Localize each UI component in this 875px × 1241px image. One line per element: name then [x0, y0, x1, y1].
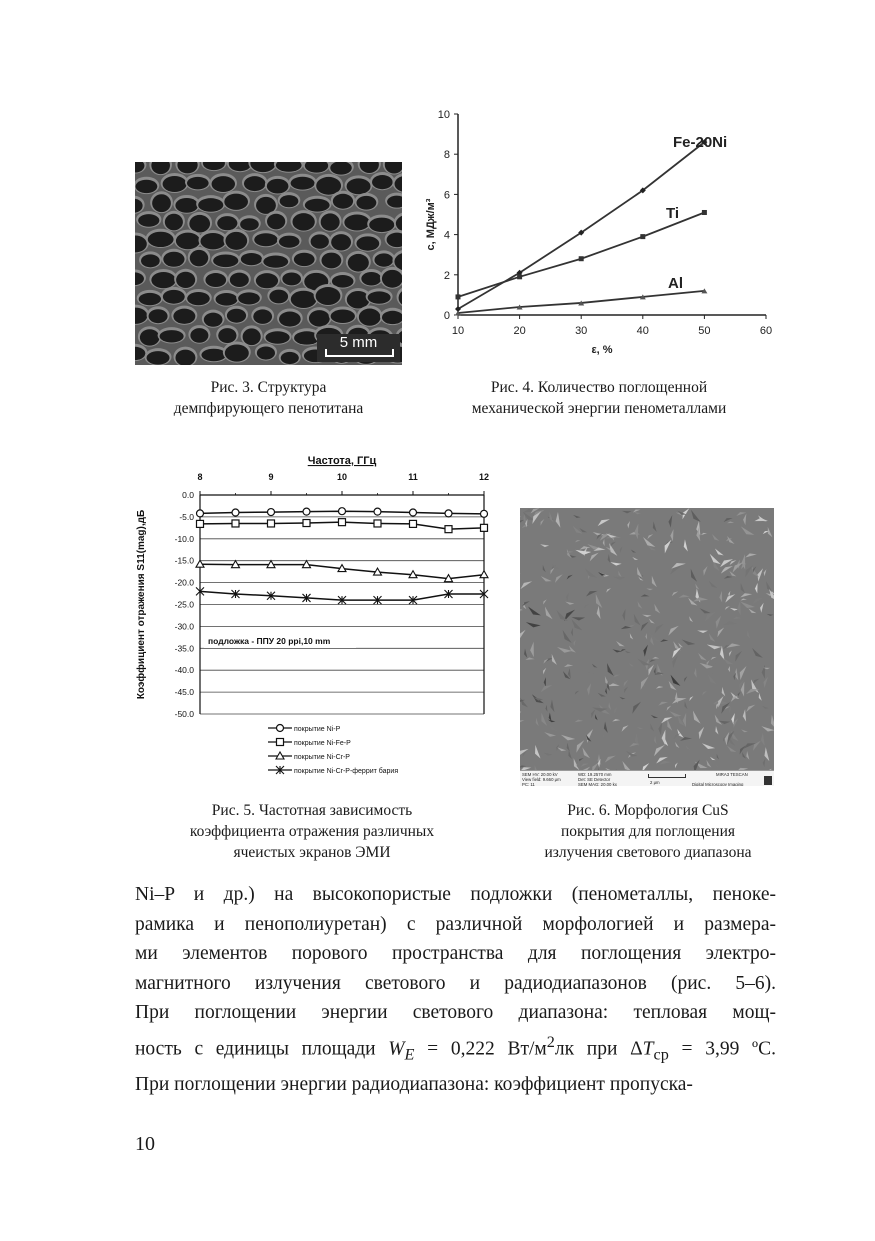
foam-cell-pore [294, 253, 315, 266]
foam-cell-pore [369, 218, 394, 232]
foam-cell-pore [331, 309, 355, 323]
x-axis-label: ε, % [591, 344, 613, 356]
scale-bar-box [317, 334, 400, 362]
foam-cell-pore [190, 328, 208, 343]
body-line-5: При поглощении энергии светового диапазона: тепловая мощ- [135, 1002, 776, 1024]
series-0-point [232, 509, 239, 516]
series-0-point [268, 509, 275, 516]
series-1-point [339, 519, 346, 526]
sem-scale-bar [648, 774, 686, 778]
foam-cell-pore [151, 272, 175, 288]
body-paragraph [135, 880, 776, 1100]
formula-unit-tail: лк при Δ [554, 1038, 643, 1060]
sem-info-bar [520, 770, 774, 786]
body-line-4: магнитного излучения светового и радиодиапазонов (рис. 5–6). [135, 972, 776, 994]
formula-sup: 2 [546, 1032, 555, 1051]
foam-cell-pore [348, 254, 369, 272]
foam-cell-pore [291, 177, 315, 190]
foam-cell-pore [244, 176, 266, 191]
foam-cell-pore [254, 233, 277, 246]
y-tick-label: -50.0 [174, 709, 194, 719]
fig4-energy-chart [418, 100, 788, 370]
foam-cell-pore [309, 310, 330, 326]
fig6-caption-line-3: излучения светового диапазона [544, 844, 752, 861]
y-tick-label: -5.0 [179, 511, 194, 522]
x-tick-label: 30 [575, 325, 588, 337]
y-tick-label: 10 [437, 109, 450, 121]
x-tick-label: 20 [513, 325, 526, 337]
foam-cell-pore [311, 234, 329, 248]
foam-cell-pore [344, 214, 369, 230]
foam-cell-pore [187, 292, 210, 305]
ti-point [640, 234, 645, 239]
legend-label-3: покрытие Ni-Cr-P-феррит бария [294, 768, 399, 775]
foam-cell-pore [279, 236, 300, 248]
body-line-1: Ni–P и др.) на высокопористые подложки (пенометаллы, пенoке- [135, 884, 776, 905]
foam-cell-pore [347, 178, 371, 194]
y-tick-label: 6 [443, 189, 450, 202]
foam-cell-pore [267, 179, 289, 194]
fig4-caption [418, 377, 780, 419]
foam-cell-pore [359, 309, 381, 326]
y-axis-label: c, МДж/м³ [425, 198, 437, 251]
y-tick-label: 2 [443, 269, 450, 282]
foam-cell-pore [269, 290, 288, 304]
fig3-foam-photo [135, 162, 402, 365]
scale-bar-line [325, 355, 394, 357]
foam-cell-pore [372, 175, 393, 189]
y-tick-label: -30.0 [174, 621, 194, 632]
fig6-caption-line-2: покрытия для поглощения [560, 823, 736, 840]
formula-w: W [388, 1038, 405, 1060]
x-tick-label: 9 [268, 472, 274, 482]
sem-scale-label: 2 μm [650, 780, 660, 785]
foam-cell-pore [173, 309, 195, 324]
fig6-caption-line-1: Рис. 6. Морфология CuS [567, 802, 729, 819]
foam-cell-pore [163, 252, 184, 267]
foam-cell-pore [257, 346, 275, 359]
sem-view-field: View field: 9.660 μm [522, 777, 561, 782]
foam-cell-pore [374, 253, 393, 266]
foam-cell-pore [160, 330, 184, 342]
foam-cell-pore [187, 177, 209, 190]
fig3-caption-line-1: Рис. 3. Структура [210, 379, 327, 396]
foam-cell-pore [230, 273, 249, 287]
ti-point [517, 274, 522, 279]
formula-t: T [642, 1038, 654, 1060]
y-axis-label: Коэффициент отражения S11(mag),дБ [136, 509, 147, 700]
y-tick-label: 8 [443, 149, 450, 162]
body-line-6-formula [135, 1028, 776, 1070]
fig6-sem-photo [520, 508, 774, 786]
body-line-2: рамика и пенополиуретан) с различной морфологией и размера- [135, 913, 776, 935]
foam-cell-pore [321, 253, 341, 269]
foam-cell-pore [281, 352, 299, 364]
foam-cell-pore [333, 194, 353, 209]
foam-cell-pore [280, 195, 299, 207]
formula-tail: = 3,99 ºС. [668, 1038, 776, 1060]
x-tick-label: 40 [636, 325, 649, 337]
foam-cell-pore [356, 236, 379, 250]
legend-label-2: Al [668, 275, 683, 292]
ti-point [702, 210, 707, 215]
fig5-caption-line-3: ячеистых экранов ЭМИ [233, 844, 391, 861]
formula-w-sub: E [404, 1045, 415, 1064]
legend-marker-1 [277, 739, 284, 746]
legend-label-1: покрытие Ni-Fe-P [294, 740, 351, 747]
y-tick-label: 0.0 [182, 490, 194, 500]
foam-cell-pore [266, 331, 290, 344]
foam-cell-pore [136, 180, 158, 193]
foam-cell-pore [382, 270, 402, 288]
foam-cell-pore [238, 292, 260, 304]
ti-point [456, 294, 461, 299]
foam-cell-pore [189, 215, 210, 233]
foam-cell-pore [368, 291, 391, 303]
x-tick-label: 50 [698, 325, 711, 337]
y-tick-label: -15.0 [174, 555, 194, 566]
series-1-point [410, 520, 417, 527]
series-0-point [339, 508, 346, 515]
series-0-point [197, 510, 204, 517]
fig6-caption [510, 800, 786, 863]
scale-bar-label: 5 mm [339, 334, 378, 351]
x-tick-label: 60 [759, 325, 773, 337]
foam-cell-pore [361, 272, 381, 285]
foam-cell-pore [243, 328, 261, 345]
scale-bar-tick-left [325, 349, 327, 357]
foam-cell-pore [331, 234, 351, 250]
foam-cell-pore [152, 194, 171, 212]
series-1-point [268, 520, 275, 527]
foam-cell-pore [205, 273, 226, 287]
foam-cell-pore [241, 253, 262, 265]
foam-cell-pore [217, 216, 237, 230]
y-tick-label: 4 [443, 229, 450, 242]
series-0-point [481, 510, 488, 517]
sem-pc: PC: 11 [522, 782, 535, 786]
legend-marker-0 [277, 725, 284, 732]
sem-brand: MIRA3 TESCAN [716, 772, 748, 777]
foam-cell-pore [216, 293, 238, 306]
y-tick-label: -25.0 [174, 599, 194, 610]
foam-cell-pore [292, 213, 314, 230]
series-1-point [445, 526, 452, 533]
annotation-text: подложка - ППУ 20 ppi,10 mm [208, 635, 331, 646]
fig5-reflection-chart [132, 448, 494, 790]
foam-cell-pore [212, 176, 235, 192]
legend-label-1: Ti [666, 205, 680, 222]
foam-cell-pore [225, 232, 247, 250]
series-1-point [374, 520, 381, 527]
ti-point [579, 256, 584, 261]
page-number: 10 [135, 1133, 155, 1155]
foam-cell-pore [213, 254, 238, 267]
x-tick-label: 8 [197, 472, 203, 482]
foam-cell-pore [291, 291, 317, 308]
series-0-point [374, 508, 381, 515]
foam-cell-pore [227, 309, 246, 323]
y-tick-label: -35.0 [174, 643, 194, 654]
body-line-3: ми элементов порового пространства для поглощения электро- [135, 943, 776, 965]
foam-cell-pore [138, 214, 159, 227]
foam-cell-pore [139, 293, 161, 305]
foam-cell-pore [176, 272, 195, 288]
x-tick-label: 10 [336, 472, 348, 482]
x-tick-label: 10 [451, 325, 465, 337]
foam-cell-pore [198, 198, 223, 212]
series-0-point [303, 508, 310, 515]
legend-label-0: покрытие Ni-P [294, 726, 341, 733]
series-2-point [480, 571, 488, 578]
foam-cell-pore [163, 290, 185, 304]
y-tick-label: -40.0 [174, 665, 194, 676]
foam-cell-pore [267, 214, 285, 230]
fig5-caption-line-2: коэффициента отражения различных [189, 823, 435, 840]
foam-cell-pore [200, 233, 225, 249]
series-0-point [410, 509, 417, 516]
chart-title: Частота, ГГц [307, 455, 377, 467]
sem-credit: Digital Microscopy Imaging [692, 782, 744, 786]
series-0-point [445, 510, 452, 517]
foam-cell-pore [175, 198, 198, 213]
y-tick-label: -45.0 [174, 687, 194, 698]
fig5-caption [140, 800, 484, 863]
series-1-point [303, 520, 310, 527]
y-tick-label: -20.0 [174, 577, 194, 588]
foam-cell-pore [356, 196, 376, 210]
x-tick-label: 11 [408, 472, 418, 482]
x-tick-label: 12 [478, 472, 490, 482]
foam-cell-pore [305, 199, 330, 212]
y-tick-label: -10.0 [174, 533, 194, 544]
foam-cell-pore [140, 329, 160, 345]
foam-cell-pore [347, 291, 370, 308]
foam-cell-pore [218, 328, 236, 343]
foam-cell-pore [201, 349, 226, 362]
sem-detector: Det: SE Detector [578, 777, 611, 782]
y-tick-label: 0 [443, 310, 450, 322]
foam-cell-pore [190, 250, 208, 266]
series-1-point [481, 524, 488, 531]
formula-t-sub: ср [653, 1045, 669, 1064]
foam-cell-pore [263, 256, 288, 268]
cus-morphology-image [520, 508, 774, 770]
foam-cell-pore [253, 309, 272, 323]
foam-cell-pore [176, 233, 200, 250]
sem-logo-icon [764, 776, 772, 785]
fig5-caption-line-1: Рис. 5. Частотная зависимость [211, 802, 413, 819]
fig4-caption-line-1: Рис. 4. Количество поглощенной [490, 379, 708, 396]
foam-cell-pore [141, 254, 160, 267]
foam-cell-pore [279, 312, 301, 327]
formula-prefix: ность с единицы площади [135, 1038, 389, 1060]
sem-mag: SEM MAG: 20.00 kx [578, 782, 617, 786]
formula-value: = 0,222 Вт/м [414, 1038, 547, 1060]
foam-cell-pore [282, 272, 301, 285]
foam-cell-pore [148, 232, 174, 247]
sem-wd: WD: 19.2570 mm [578, 772, 612, 777]
scale-bar-tick-right [392, 349, 394, 357]
foam-cell-pore [147, 351, 170, 364]
foam-cell-pore [149, 309, 168, 323]
body-line-7: При поглощении энергии радиодиапазона: коэффициент пропуска- [135, 1073, 693, 1095]
fig3-caption [135, 377, 402, 419]
foam-cell-pore [224, 194, 248, 210]
foam-cell-pore [204, 313, 223, 327]
foam-cell-pore [163, 176, 187, 192]
foam-cell-pore [256, 273, 278, 288]
fig3-caption-line-2: демпфирующего пенотитана [173, 400, 364, 417]
foam-cell-pore [321, 213, 340, 230]
legend-label-2: покрытие Ni-Cr-P [294, 754, 350, 761]
foam-cell-pore [165, 214, 183, 231]
foam-cell-pore [225, 344, 249, 361]
series-1-point [197, 520, 204, 527]
fig4-caption-line-2: механической энергии пенометаллами [471, 400, 727, 417]
foam-cell-pore [240, 218, 259, 230]
sem-hv: SEM HV: 20.00 kV [522, 772, 558, 777]
series-1-point [232, 520, 239, 527]
foam-cell-pore [316, 287, 341, 305]
legend-label-0: Fe-20Ni [673, 134, 728, 151]
